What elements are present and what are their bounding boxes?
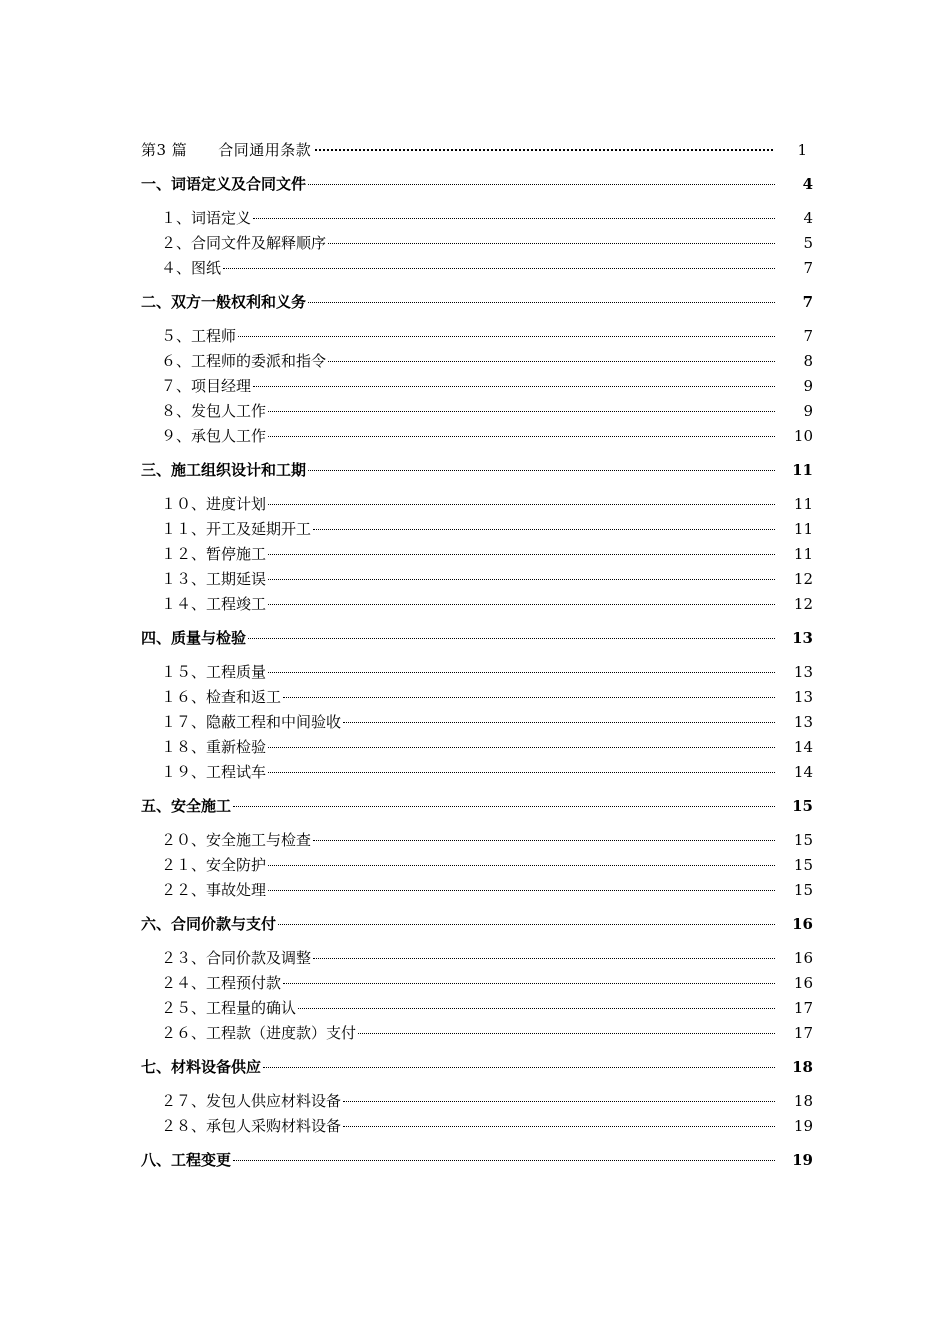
toc-item[interactable] bbox=[141, 760, 813, 785]
toc-entry-title: 五、安全施工 bbox=[141, 797, 232, 815]
toc-section-heading[interactable] bbox=[141, 290, 813, 315]
dot-leader bbox=[268, 890, 775, 891]
toc-entry-title: ２、合同文件及解释顺序 bbox=[161, 234, 327, 252]
toc-item[interactable] bbox=[141, 374, 813, 399]
toc-page-number: 12 bbox=[793, 595, 813, 613]
toc-part-heading[interactable] bbox=[141, 138, 813, 163]
dot-leader bbox=[328, 361, 775, 362]
table-of-contents bbox=[141, 138, 813, 1182]
toc-entry-title: ２３、合同价款及调整 bbox=[161, 949, 312, 967]
toc-item[interactable] bbox=[141, 492, 813, 517]
dot-leader bbox=[268, 772, 775, 773]
dot-leader bbox=[308, 470, 775, 471]
dot-leader bbox=[238, 336, 775, 337]
toc-section-heading[interactable] bbox=[141, 912, 813, 937]
toc-page-number: 14 bbox=[793, 763, 813, 781]
toc-item[interactable] bbox=[141, 878, 813, 903]
dot-leader bbox=[268, 747, 775, 748]
dot-leader bbox=[263, 1067, 775, 1068]
toc-section-heading[interactable] bbox=[141, 172, 813, 197]
toc-entry-title: 七、材料设备供应 bbox=[141, 1058, 262, 1076]
toc-page-number: 13 bbox=[793, 713, 813, 731]
toc-item[interactable] bbox=[141, 660, 813, 685]
toc-entry-title: 第3 篇 合同通用条款 bbox=[141, 141, 312, 159]
toc-page-number: 17 bbox=[793, 999, 813, 1017]
toc-item[interactable] bbox=[141, 1114, 813, 1139]
toc-entry-title: ２６、工程款（进度款）支付 bbox=[161, 1024, 357, 1042]
toc-page-number: 5 bbox=[803, 234, 813, 252]
dot-leader bbox=[268, 554, 775, 555]
dot-leader bbox=[283, 697, 775, 698]
toc-entry-title: １３、工期延误 bbox=[161, 570, 267, 588]
toc-entry-title: 六、合同价款与支付 bbox=[141, 915, 277, 933]
toc-item[interactable] bbox=[141, 399, 813, 424]
toc-entry-title: 四、质量与检验 bbox=[141, 629, 247, 647]
toc-page-number: 14 bbox=[793, 738, 813, 756]
toc-section-heading[interactable] bbox=[141, 458, 813, 483]
toc-page-number: 18 bbox=[792, 1058, 813, 1076]
toc-section-heading[interactable] bbox=[141, 1055, 813, 1080]
toc-page-number: 7 bbox=[803, 327, 813, 345]
toc-page-number: 11 bbox=[793, 545, 813, 563]
toc-page-number: 19 bbox=[792, 1151, 813, 1169]
toc-entry-title: 八、工程变更 bbox=[141, 1151, 232, 1169]
toc-page-number: 16 bbox=[793, 949, 813, 967]
dot-leader bbox=[343, 1101, 775, 1102]
toc-page-number: 13 bbox=[793, 663, 813, 681]
toc-entry-title: ２２、事故处理 bbox=[161, 881, 267, 899]
toc-page-number: 15 bbox=[793, 856, 813, 874]
toc-entry-title: ２０、安全施工与检查 bbox=[161, 831, 312, 849]
toc-entry-title: ２１、安全防护 bbox=[161, 856, 267, 874]
toc-page-number: 13 bbox=[793, 688, 813, 706]
dot-leader bbox=[253, 218, 775, 219]
dot-leader bbox=[278, 924, 775, 925]
toc-item[interactable] bbox=[141, 828, 813, 853]
dot-leader bbox=[268, 411, 775, 412]
toc-entry-title: ２７、发包人供应材料设备 bbox=[161, 1092, 342, 1110]
dot-leader bbox=[308, 184, 775, 185]
toc-entry-title: ２５、工程量的确认 bbox=[161, 999, 297, 1017]
toc-item[interactable] bbox=[141, 567, 813, 592]
toc-page-number: 8 bbox=[803, 352, 813, 370]
dot-leader bbox=[313, 840, 775, 841]
toc-item[interactable] bbox=[141, 517, 813, 542]
toc-item[interactable] bbox=[141, 206, 813, 231]
toc-entry-title: ６、工程师的委派和指令 bbox=[161, 352, 327, 370]
toc-page-number: 11 bbox=[792, 461, 813, 479]
toc-item[interactable] bbox=[141, 996, 813, 1021]
dot-leader bbox=[283, 983, 775, 984]
toc-entry-title: ７、项目经理 bbox=[161, 377, 252, 395]
toc-page-number: 15 bbox=[793, 881, 813, 899]
toc-entry-title: １、词语定义 bbox=[161, 209, 252, 227]
dot-leader bbox=[298, 1008, 775, 1009]
toc-item[interactable] bbox=[141, 971, 813, 996]
dot-leader bbox=[343, 1126, 775, 1127]
toc-entry-title: １８、重新检验 bbox=[161, 738, 267, 756]
toc-entry-title: １６、检查和返工 bbox=[161, 688, 282, 706]
dot-leader bbox=[268, 672, 775, 673]
toc-page-number: 18 bbox=[793, 1092, 813, 1110]
toc-item[interactable] bbox=[141, 256, 813, 281]
dot-leader bbox=[268, 579, 775, 580]
toc-page-number: 13 bbox=[792, 629, 813, 647]
dot-leader bbox=[328, 243, 775, 244]
dot-leader bbox=[315, 149, 773, 151]
dot-leader bbox=[233, 806, 775, 807]
toc-page-number: 11 bbox=[793, 520, 813, 538]
toc-page-number: 4 bbox=[802, 175, 813, 193]
toc-page-number: 9 bbox=[803, 402, 813, 420]
toc-entry-title: １９、工程试车 bbox=[161, 763, 267, 781]
toc-section-items bbox=[141, 324, 813, 449]
toc-entry-title: ２８、承包人采购材料设备 bbox=[161, 1117, 342, 1135]
toc-item[interactable] bbox=[141, 231, 813, 256]
toc-page-number: 16 bbox=[793, 974, 813, 992]
dot-leader bbox=[268, 604, 775, 605]
dot-leader bbox=[313, 958, 775, 959]
toc-page-number: 12 bbox=[793, 570, 813, 588]
toc-item[interactable] bbox=[141, 853, 813, 878]
dot-leader bbox=[308, 302, 775, 303]
toc-page-number: 16 bbox=[792, 915, 813, 933]
toc-entry-title: ８、发包人工作 bbox=[161, 402, 267, 420]
toc-entry-title: 二、双方一般权利和义务 bbox=[141, 293, 307, 311]
dot-leader bbox=[268, 504, 775, 505]
toc-item[interactable] bbox=[141, 424, 813, 449]
toc-entry-title: １４、工程竣工 bbox=[161, 595, 267, 613]
toc-section-items bbox=[141, 946, 813, 1046]
toc-section-heading[interactable] bbox=[141, 794, 813, 819]
dot-leader bbox=[313, 529, 775, 530]
toc-section-items bbox=[141, 492, 813, 617]
toc-section-heading[interactable] bbox=[141, 626, 813, 651]
toc-entry-title: 一、词语定义及合同文件 bbox=[141, 175, 307, 193]
toc-entry-title: １５、工程质量 bbox=[161, 663, 267, 681]
toc-entry-title: ２４、工程预付款 bbox=[161, 974, 282, 992]
toc-page-number: 19 bbox=[793, 1117, 813, 1135]
toc-section-items bbox=[141, 828, 813, 903]
dot-leader bbox=[268, 865, 775, 866]
dot-leader bbox=[358, 1033, 775, 1034]
toc-section-items bbox=[141, 660, 813, 785]
toc-entry-title: １１、开工及延期开工 bbox=[161, 520, 312, 538]
toc-item[interactable] bbox=[141, 592, 813, 617]
toc-page-number: 1 bbox=[797, 141, 807, 159]
toc-page-number: 15 bbox=[792, 797, 813, 815]
toc-item[interactable] bbox=[141, 710, 813, 735]
toc-entry-title: ９、承包人工作 bbox=[161, 427, 267, 445]
toc-page-number: 10 bbox=[793, 427, 813, 445]
toc-page-number: 7 bbox=[803, 259, 813, 277]
dot-leader bbox=[248, 638, 775, 639]
toc-item[interactable] bbox=[141, 946, 813, 971]
toc-item[interactable] bbox=[141, 542, 813, 567]
toc-item[interactable] bbox=[141, 1021, 813, 1046]
toc-item[interactable] bbox=[141, 324, 813, 349]
toc-page-number: 15 bbox=[793, 831, 813, 849]
toc-section-items bbox=[141, 1089, 813, 1139]
toc-item[interactable] bbox=[141, 1089, 813, 1114]
toc-entry-title: １０、进度计划 bbox=[161, 495, 267, 513]
toc-page-number: 17 bbox=[793, 1024, 813, 1042]
toc-item[interactable] bbox=[141, 349, 813, 374]
dot-leader bbox=[233, 1160, 775, 1161]
toc-page-number: 11 bbox=[793, 495, 813, 513]
toc-entry-title: １７、隐蔽工程和中间验收 bbox=[161, 713, 342, 731]
toc-page-number: 4 bbox=[803, 209, 813, 227]
dot-leader bbox=[253, 386, 775, 387]
dot-leader bbox=[223, 268, 775, 269]
dot-leader bbox=[343, 722, 775, 723]
toc-item[interactable] bbox=[141, 735, 813, 760]
toc-entry-title: ５、工程师 bbox=[161, 327, 237, 345]
toc-section-items bbox=[141, 206, 813, 281]
toc-entry-title: ４、图纸 bbox=[161, 259, 222, 277]
toc-item[interactable] bbox=[141, 685, 813, 710]
toc-page-number: 7 bbox=[802, 293, 813, 311]
toc-section-heading[interactable] bbox=[141, 1148, 813, 1173]
toc-entry-title: 三、施工组织设计和工期 bbox=[141, 461, 307, 479]
dot-leader bbox=[268, 436, 775, 437]
toc-page-number: 9 bbox=[803, 377, 813, 395]
toc-entry-title: １２、暂停施工 bbox=[161, 545, 267, 563]
